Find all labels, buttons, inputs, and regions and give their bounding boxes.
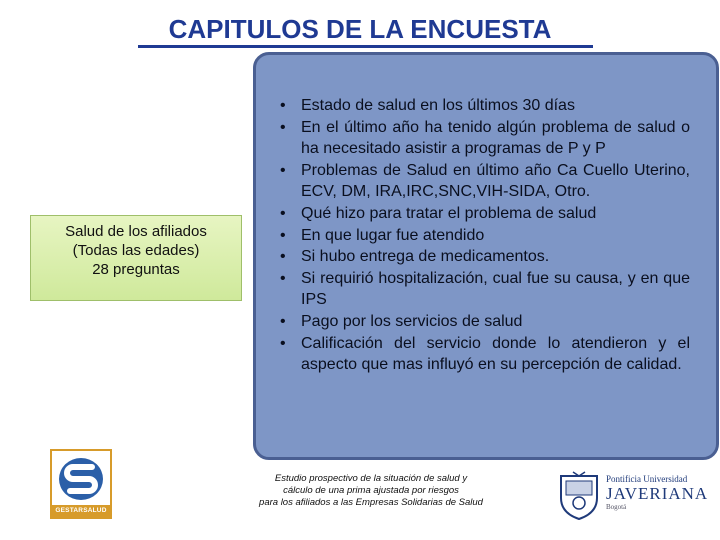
bullet-list <box>276 95 690 376</box>
university-line-1: Pontificia Universidad <box>606 474 688 484</box>
university-crest-icon <box>556 470 602 520</box>
footer-line-3: para los afiliados a las Empresas Solidarias de Salud <box>259 497 483 508</box>
gestarsalud-logo <box>50 449 112 519</box>
section-box <box>30 215 242 301</box>
footer-line-1: Estudio prospectivo de la situación de salud y <box>274 473 468 484</box>
page-title: CAPITULOS DE LA ENCUESTA <box>168 14 552 44</box>
university-line-2: JAVERIANA <box>606 484 709 503</box>
university-line-3: Bogotá <box>606 503 627 511</box>
bullet-item: • En que lugar fue atendido <box>276 225 690 247</box>
footer-line-2: cálculo de una prima ajustada por riesgos <box>283 485 459 496</box>
bullet-item: • En el último año ha tenido algún problema de salud o ha necesitado asistir a programas de P y P <box>276 117 690 160</box>
bullet-item: • Estado de salud en los últimos 30 días <box>276 95 690 117</box>
gestarsalud-wordmark: GESTARSALUD <box>52 505 110 517</box>
title-underline <box>138 45 593 48</box>
footer-caption <box>240 473 502 509</box>
bullet-item: • Problemas de Salud en último año Ca Cuello Uterino, ECV, DM, IRA,IRC,SNC,VIH-SIDA, Otro. <box>276 160 690 203</box>
gestarsalud-emblem-icon <box>56 455 106 503</box>
section-line-3: 28 preguntas <box>92 261 180 278</box>
bullet-item: • Calificación del servicio donde lo atendieron y el aspecto que mas influyó en su percepción de calidad. <box>276 333 690 376</box>
bullet-item: • Pago por los servicios de salud <box>276 311 690 333</box>
javeriana-wordmark <box>606 474 709 511</box>
bullet-item: • Qué hizo para tratar el problema de salud <box>276 203 690 225</box>
javeriana-logo <box>556 470 709 520</box>
bullet-item: • Si hubo entrega de medicamentos. <box>276 246 690 268</box>
section-line-2: (Todas las edades) <box>72 242 200 259</box>
section-line-1: Salud de los afiliados <box>65 223 207 240</box>
bullet-item: • Si requirió hospitalización, cual fue su causa, y en que IPS <box>276 268 690 311</box>
